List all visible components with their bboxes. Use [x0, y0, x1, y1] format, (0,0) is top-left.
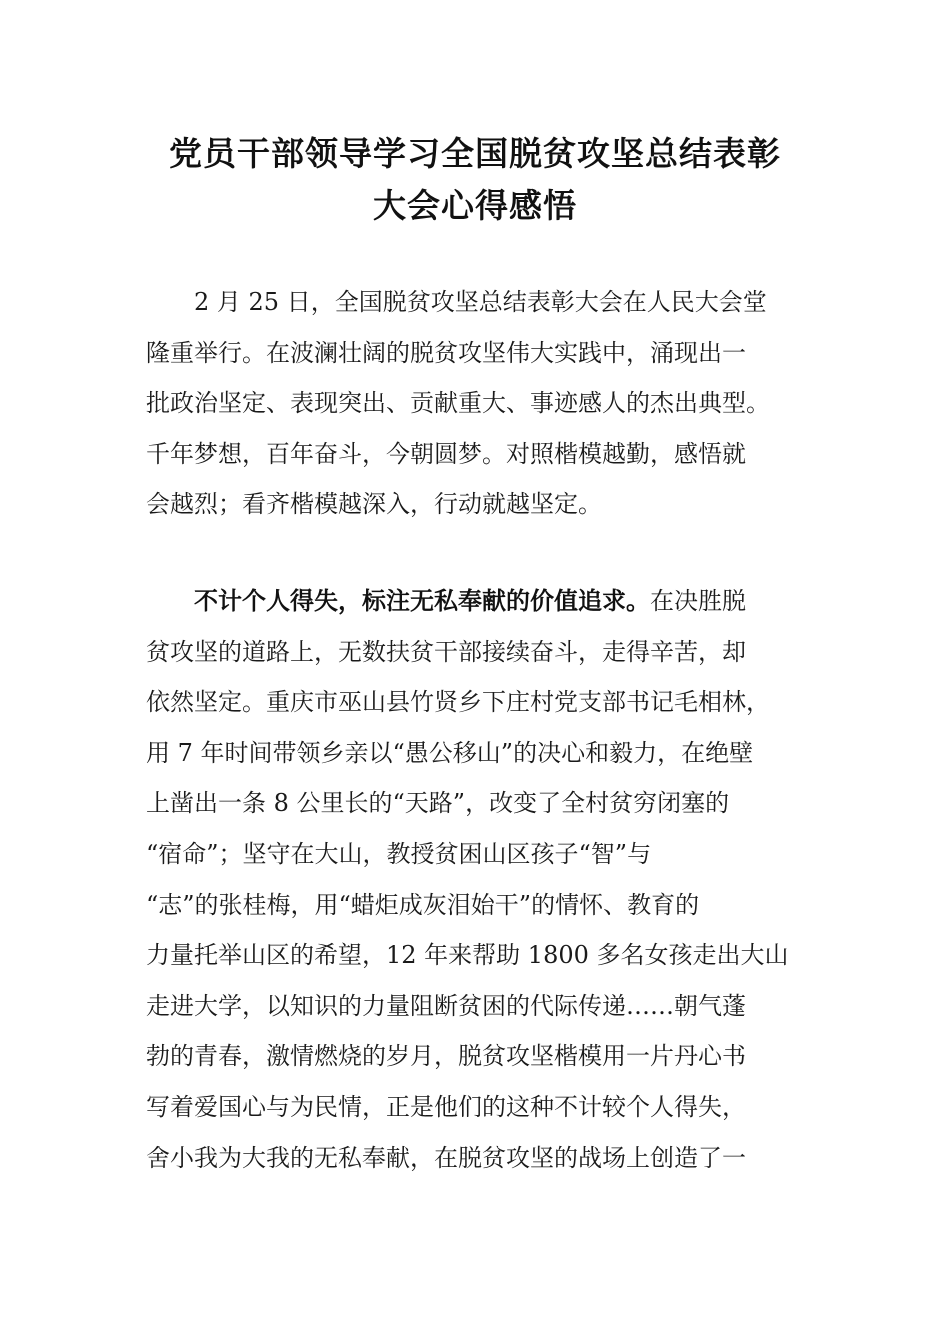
paragraph-line: “宿命”；坚守在大山，教授贫困山区孩子“智”与 [146, 839, 652, 868]
paragraph-line: 2 月 25 日，全国脱贫攻坚总结表彰大会在人民大会堂 [194, 288, 767, 316]
paragraph-line: 依然坚定。重庆市巫山县竹贤乡下庄村党支部书记毛相林， [146, 688, 770, 717]
paragraph-first-line [146, 587, 806, 638]
paragraph-line: 千年梦想，百年奋斗，今朝圆梦。对照楷模越勤，感悟就 [146, 439, 746, 468]
paragraph-line: 写着爱国心与为民情，正是他们的这种不计较个人得失， [146, 1092, 746, 1121]
title-line-2: 大会心得感悟 [373, 186, 577, 225]
paragraph-line: 走进大学，以知识的力量阻断贫困的代际传递……朝气蓬 [146, 991, 746, 1020]
paragraph-line: 批政治坚定、表现突出、贡献重大、事迹感人的杰出典型。 [146, 389, 770, 418]
title-line-1: 党员干部领导学习全国脱贫攻坚总结表彰 [169, 134, 781, 173]
paragraph-line: 用 7 年时间带领乡亲以“愚公移山”的决心和毅力，在绝壁 [146, 738, 754, 767]
paragraph-1 [146, 288, 806, 541]
paragraph-line: 上凿出一条 8 公里长的“天路”，改变了全村贫穷闭塞的 [146, 789, 730, 818]
paragraph-line: 力量托举山区的希望，12 年来帮助 1800 多名女孩走出大山 [146, 941, 789, 970]
paragraph-line: 舍小我为大我的无私奉献，在脱贫攻坚的战场上创造了一 [146, 1143, 746, 1172]
paragraph-2 [146, 587, 806, 1194]
paragraph-line: “志”的张桂梅，用“蜡炬成灰泪始干”的情怀、教育的 [146, 890, 700, 919]
paragraph-line: 勃的青春，激情燃烧的岁月，脱贫攻坚楷模用一片丹心书 [146, 1042, 746, 1071]
paragraph-heading: 不计个人得失，标注无私奉献的价值追求。 [194, 587, 650, 615]
paragraph-line: 贫攻坚的道路上，无数扶贫干部接续奋斗，走得辛苦，却 [146, 637, 746, 666]
paragraph-line: 会越烈；看齐楷模越深入，行动就越坚定。 [146, 490, 602, 519]
document-title [0, 128, 950, 232]
paragraph-line: 隆重举行。在波澜壮阔的脱贫攻坚伟大实践中，涌现出一 [146, 338, 746, 367]
paragraph-line-rest: 在决胜脱 [650, 587, 746, 615]
